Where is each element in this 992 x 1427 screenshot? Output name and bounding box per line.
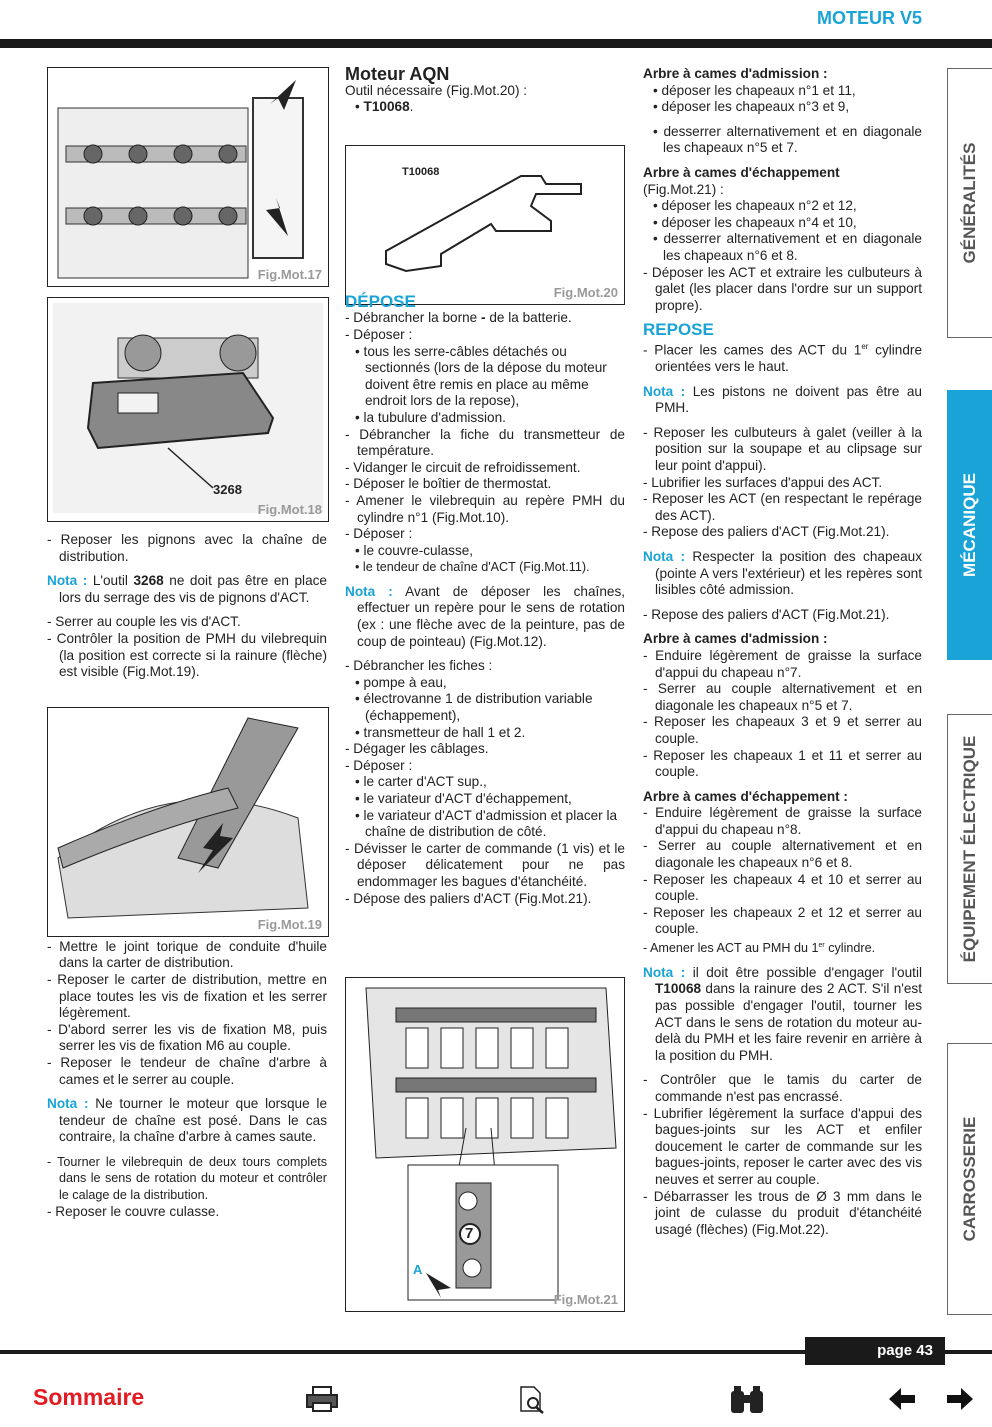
step: - Reposer les chapeaux 4 et 10 et serrer au couple. [643, 871, 922, 904]
cap-number-label: 7 [465, 1225, 474, 1242]
step: - Dépose des paliers d'ACT (Fig.Mot.21). [345, 890, 592, 906]
step: - Reposer les chapeaux 3 et 9 et serrer au couple. [643, 714, 922, 746]
step: - Lubrifier légèrement la surface d'appui des bagues-joints sur les ACT et enfiler doucement le carter de commande sur les bagues-joints, reposer le carter avec des vis neuves et serrer au couple. [643, 1105, 922, 1187]
column-3 [643, 66, 922, 1238]
tool-number-label: 3268 [213, 482, 242, 497]
bullet: • la tubulure d'admission. [355, 409, 506, 425]
binoculars-icon[interactable] [728, 1385, 766, 1420]
bullet: • transmetteur de hall 1 et 2. [355, 724, 526, 740]
column-1 [47, 532, 327, 1220]
step: - Reposer les ACT (en respectant le repérage des ACT). [643, 491, 922, 523]
note-label: Nota : [643, 964, 686, 980]
step: - Enduire légèrement de graisse la surface d'appui du chapeau n°8. [643, 805, 922, 837]
step: - Reposer le tendeur de chaîne d'arbre à cames et le serrer au couple. [47, 1054, 327, 1087]
subheading: Arbre à cames d'échappement [643, 164, 840, 180]
step: - Déposer : [345, 526, 413, 542]
bearing-caps-illustration [346, 978, 624, 1311]
note: Nota : il doit être possible d'engager l'outil T10068 dans la rainure des 2 ACT. S'il n'est pas possible d'engager l'outil, tourner les ACT dans le sens de rotation du moteur au-delà du PMH et les faire revenir en arrière à la position du PMH. [643, 964, 922, 1063]
bullet: • pompe à eau, [355, 674, 447, 690]
step: - Débrancher les fiches : [345, 658, 493, 674]
column-2 [345, 66, 625, 907]
page-number: page 43 [805, 1337, 945, 1365]
note: Nota : Les pistons ne doivent pas être au PMH. [643, 383, 922, 416]
section-title: MOTEUR V5 [816, 8, 922, 28]
figure-caption: Fig.Mot.18 [257, 502, 322, 517]
step: - Dégager les câblages. [345, 741, 489, 757]
step: - Déposer les ACT et extraire les culbuteurs à galet (les placer dans l'ordre sur un support propre). [643, 264, 922, 313]
step: - Enduire légèrement de graisse la surface d'appui du chapeau n°7. [643, 647, 922, 680]
bullet: • le carter d'ACT sup., [355, 774, 487, 790]
camshaft-illustration [48, 68, 328, 286]
step: - Reposer le carter de distribution, mettre en place toutes les vis de fixation et les serrer légèrement. [47, 971, 327, 1021]
bullet: • déposer les chapeaux n°1 et 11, [653, 82, 856, 98]
tool-on-camshaft-illustration [48, 298, 328, 521]
step: - Amener le vilebrequin au repère PMH du cylindre n°1 (Fig.Mot.10). [345, 492, 625, 525]
bullet: • le variateur d'ACT d'échappement, [355, 791, 572, 806]
subheading: Arbre à cames d'échappement : [643, 788, 848, 804]
bullet: • tous les serre-câbles détachés ou sectionnés (lors de la dépose du moteur doivent être remis en place au même endroit lors de la repose), [355, 343, 607, 409]
bullet: • desserrer alternativement et en diagonale les chapeaux n°6 et 8. [653, 231, 922, 263]
subheading: Arbre à cames d'admission : [643, 631, 828, 647]
section-heading: Moteur AQN [345, 64, 450, 84]
tab-mecanique[interactable]: MÉCANIQUE [947, 390, 992, 660]
bullet: • déposer les chapeaux n°2 et 12, [653, 198, 857, 214]
repose-heading: REPOSE [643, 320, 714, 340]
step: - Amener les ACT au PMH du 1er cylindre. [643, 941, 876, 956]
step: - Placer les cames des ACT du 1er cylindre orientées vers le haut. [643, 341, 923, 375]
step: - Mettre le joint torique de conduite d'huile dans la carter de distribution. [47, 938, 327, 971]
step: - Reposer le couvre culasse. [47, 1203, 220, 1219]
tab-generalites[interactable]: GÉNÉRALITÉS [947, 68, 992, 338]
bullet: • desserrer alternativement et en diagonale les chapeaux n°5 et 7. [653, 123, 922, 156]
step: - Déposer le boîtier de thermostat. [345, 476, 552, 492]
step: - Déposer : [345, 326, 413, 342]
figure-21 [345, 977, 625, 1312]
bullet: • le variateur d'ACT d'admission et placer la chaîne de distribution de côté. [355, 807, 618, 840]
step: - Vidanger le circuit de refroidissement. [345, 459, 581, 475]
figure-caption: Fig.Mot.21 [553, 1292, 618, 1307]
step: - Débrancher la fiche du transmetteur de température. [345, 426, 625, 459]
step: - Déposer : [345, 757, 413, 773]
step: - Dévisser le carter de commande (1 vis) et le déposer délicatement pour ne pas endommager les bagues d'étanchéité. [345, 840, 625, 889]
note-label: Nota : [643, 383, 686, 399]
figure-caption: Fig.Mot.17 [257, 267, 322, 282]
tool-intro: Outil nécessaire (Fig.Mot.20) : [345, 82, 528, 98]
bullet: • le tendeur de chaîne d'ACT (Fig.Mot.11). [355, 560, 590, 575]
bullet: • déposer les chapeaux n°4 et 10, [653, 214, 857, 230]
depose-heading: DÉPOSE [345, 291, 416, 311]
note: Nota : Ne tourner le moteur que lorsque le tendeur de chaîne est posé. Dans le cas contraire, la chaîne d'arbre à cames saute. [47, 1096, 328, 1145]
printer-icon[interactable] [305, 1385, 339, 1418]
note: Nota : Avant de déposer les chaînes, effectuer un repère pour le sens de rotation (ex : une flèche avec de la peinture, pas de coup de pointeau) (Fig.Mot.12). [345, 583, 626, 649]
arrow-left-icon[interactable] [887, 1385, 917, 1418]
step: - Contrôler la position de PMH du vilebrequin (la position est correcte si la rainure (flèche) est visible (Fig.Mot.19). [47, 630, 327, 680]
step: - Reposer les chapeaux 2 et 12 et serrer au couple. [643, 904, 922, 937]
step: - Serrer au couple alternativement et en diagonale les chapeaux n°5 et 7. [643, 681, 922, 713]
bullet: • électrovanne 1 de distribution variable (échappement), [355, 691, 593, 724]
step: - D'abord serrer les vis de fixation M8, puis serrer les vis de fixation M6 au couple. [47, 1021, 327, 1054]
note-label: Nota : [345, 583, 393, 599]
step: - Serrer au couple alternativement et en diagonale les chapeaux n°6 et 8. [643, 838, 922, 871]
step: - Reposer les chapeaux 1 et 11 et serrer au couple. [643, 747, 922, 780]
step: - Reposer les culbuteurs à galet (veiller à la position sur la soupape et au clipsage sur leur point d'appui). [643, 424, 922, 473]
figure-ref: (Fig.Mot.21) : [643, 181, 724, 197]
step: - Serrer au couple les vis d'ACT. [47, 614, 241, 630]
step: - Repose des paliers d'ACT (Fig.Mot.21). [643, 524, 890, 540]
arrow-a-label: A [413, 1262, 423, 1277]
step: - Débarrasser les trous de Ø 3 mm dans le joint de culasse du produit d'étanchéité usagé (flèches) (Fig.Mot.22). [643, 1188, 922, 1237]
figure-18 [47, 297, 329, 522]
note-label: Nota : [643, 548, 686, 564]
bullet: • déposer les chapeaux n°3 et 9, [653, 99, 850, 115]
step: - Débrancher la borne - de la batterie. [345, 310, 572, 326]
note-label: Nota : [47, 1096, 89, 1112]
header-bar [0, 39, 992, 48]
figure-17 [47, 67, 329, 287]
note: Nota : L'outil 3268 ne doit pas être en place lors du serrage des vis de pignons d'ACT. [47, 573, 327, 605]
step: - Lubrifier les surfaces d'appui des ACT. [643, 474, 883, 490]
figure-caption: Fig.Mot.20 [553, 285, 618, 300]
tab-carrosserie[interactable]: CARROSSERIE [947, 1043, 992, 1315]
note: Nota : Respecter la position des chapeaux (pointe A vers l'extérieur) et les repères sont lisibles côté admission. [643, 548, 923, 598]
figure-caption: Fig.Mot.19 [257, 917, 322, 932]
arrow-right-icon[interactable] [945, 1385, 975, 1418]
step: - Reposer les pignons avec la chaîne de distribution. [47, 532, 327, 564]
search-document-icon[interactable] [518, 1385, 546, 1420]
bullet: • le couvre-culasse, [355, 542, 474, 558]
subheading: Arbre à cames d'admission : [643, 66, 828, 81]
tab-equipement-electrique[interactable]: ÉQUIPEMENT ÉLECTRIQUE [947, 714, 992, 984]
step: - Contrôler que le tamis du carter de commande n'est pas encrassé. [643, 1072, 922, 1104]
tool-item: • T10068. [355, 99, 414, 115]
step: - Repose des paliers d'ACT (Fig.Mot.21). [643, 606, 890, 622]
step: - Tourner le vilebrequin de deux tours complets dans le sens de rotation du moteur et contrôler le calage de la distribution. [47, 1154, 327, 1203]
sommaire-link[interactable]: Sommaire [33, 1384, 145, 1410]
tool-number-label: T10068 [402, 166, 440, 178]
note-label: Nota : [47, 573, 88, 589]
